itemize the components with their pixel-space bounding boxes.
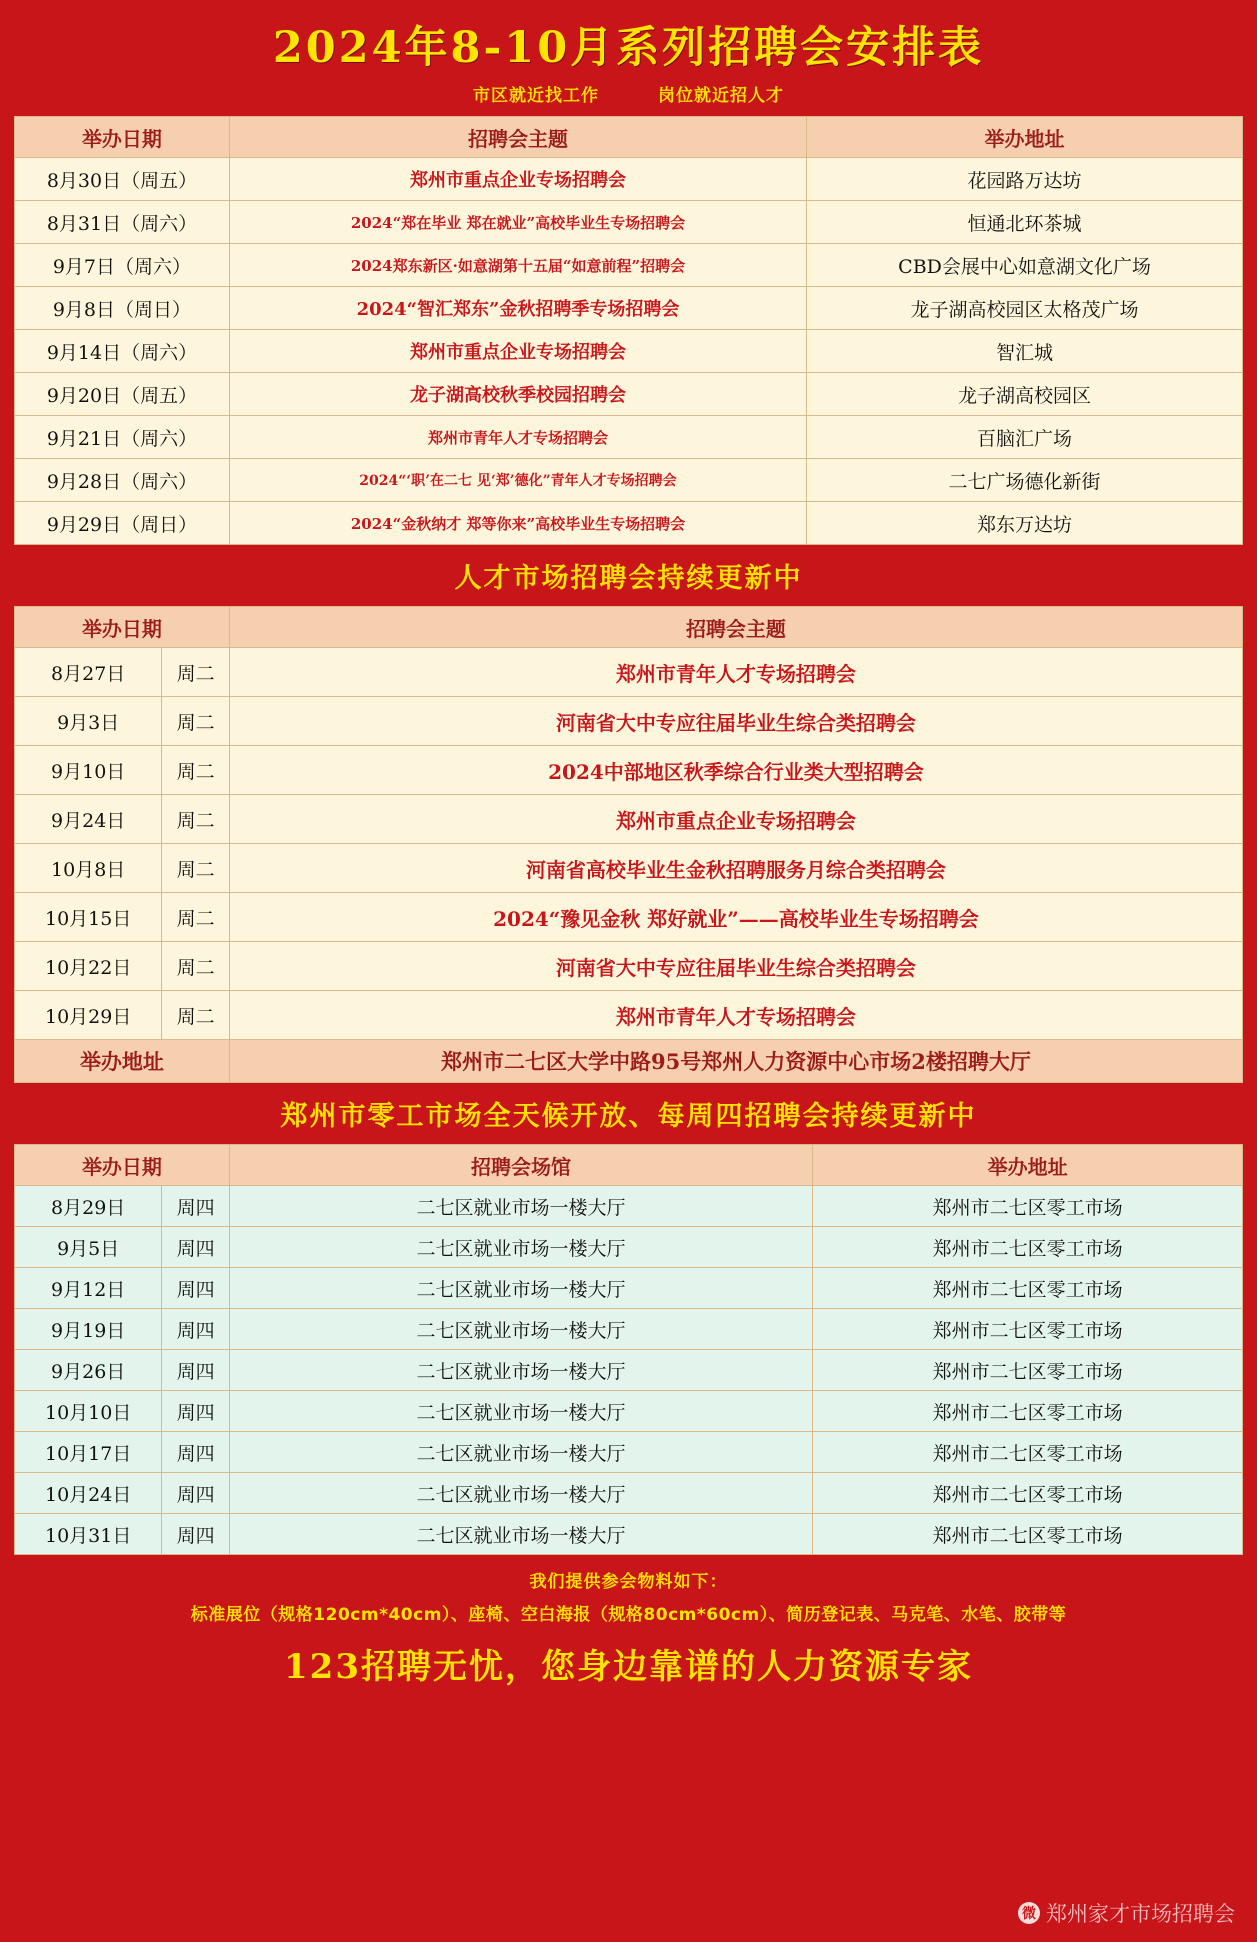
table-row [15,287,1243,330]
cell-weekday: 周二 [162,746,230,795]
cell-weekday: 周二 [162,697,230,746]
cell-theme: 2024中部地区秋季综合行业类大型招聘会 [229,746,1242,795]
col-header-date: 举办日期 [15,1145,230,1186]
cell-venue: 二七区就业市场一楼大厅 [229,1432,812,1473]
cell-weekday: 周二 [162,942,230,991]
cell-weekday: 周四 [162,1268,230,1309]
table-row [15,1391,1243,1432]
section-banner-odd-job-market: 郑州市零工市场全天候开放、每周四招聘会持续更新中 [14,1083,1243,1144]
cell-weekday: 周四 [162,1473,230,1514]
footer-materials-list: 标准展位（规格120cm*40cm）、座椅、空白海报（规格80cm*60cm）、简历登记表、马克笔、水笔、胶带等 [190,1605,1067,1625]
cell-theme: 郑州市青年人才专场招聘会 [229,648,1242,697]
table-row [15,1350,1243,1391]
cell-weekday: 周二 [162,893,230,942]
cell-address: 龙子湖高校园区太格茂广场 [807,287,1243,330]
cell-date: 9月12日 [15,1268,162,1309]
cell-venue: 二七区就业市场一楼大厅 [229,1473,812,1514]
table-row [15,746,1243,795]
cell-address: 龙子湖高校园区 [807,373,1243,416]
page-subtitle [14,79,1243,116]
table1-header-row [15,117,1243,158]
table-row [15,1186,1243,1227]
cell-address: 郑州市二七区零工市场 [813,1309,1243,1350]
cell-date: 9月21日（周六） [15,416,230,459]
cell-address: 郑州市二七区零工市场 [813,1227,1243,1268]
page-title: 2024年8-10月系列招聘会安排表 [272,23,985,73]
table-row [15,1309,1243,1350]
cell-weekday: 周二 [162,795,230,844]
cell-date: 10月17日 [15,1432,162,1473]
cell-address: 郑东万达坊 [807,502,1243,545]
cell-address: 二七广场德化新街 [807,459,1243,502]
cell-weekday: 周四 [162,1432,230,1473]
cell-date: 8月27日 [15,648,162,697]
cell-address: CBD会展中心如意湖文化广场 [807,244,1243,287]
table-row [15,1432,1243,1473]
cell-date: 9月14日（周六） [15,330,230,373]
cell-date: 9月5日 [15,1227,162,1268]
table2-address-row [15,1040,1243,1083]
cell-date: 8月30日（周五） [15,158,230,201]
cell-date: 9月10日 [15,746,162,795]
footer [14,1555,1243,1702]
cell-theme: 郑州市重点企业专场招聘会 [229,330,806,373]
cell-weekday: 周四 [162,1309,230,1350]
cell-venue: 二七区就业市场一楼大厅 [229,1350,812,1391]
cell-weekday: 周四 [162,1186,230,1227]
table-row [15,459,1243,502]
cell-weekday: 周四 [162,1350,230,1391]
table-row [15,844,1243,893]
cell-theme: 2024“‘职’在二七 见‘郑’德化”青年人才专场招聘会 [229,459,806,502]
cell-address: 花园路万达坊 [807,158,1243,201]
watermark-text: 郑州家才市场招聘会 [1046,1902,1235,1926]
table2-header-row [15,607,1243,648]
col-header-date: 举办日期 [15,607,230,648]
footer-materials-label: 我们提供参会物料如下： [529,1572,728,1592]
cell-theme: 河南省大中专应往届毕业生综合类招聘会 [229,697,1242,746]
table-row [15,330,1243,373]
cell-theme: 河南省高校毕业生金秋招聘服务月综合类招聘会 [229,844,1242,893]
table-row [15,201,1243,244]
cell-weekday: 周四 [162,1227,230,1268]
cell-weekday: 周二 [162,844,230,893]
cell-address: 恒通北环茶城 [807,201,1243,244]
cell-date: 10月10日 [15,1391,162,1432]
cell-date: 8月29日 [15,1186,162,1227]
table-row [15,416,1243,459]
table-row [15,158,1243,201]
cell-address: 郑州市二七区零工市场 [813,1186,1243,1227]
schedule-table-2 [14,606,1243,1083]
cell-address: 郑州市二七区零工市场 [813,1350,1243,1391]
cell-date: 9月26日 [15,1350,162,1391]
cell-theme: 2024“郑在毕业 郑在就业”高校毕业生专场招聘会 [229,201,806,244]
cell-theme: 河南省大中专应往届毕业生综合类招聘会 [229,942,1242,991]
cell-theme: 郑州市重点企业专场招聘会 [229,158,806,201]
cell-address: 郑州市二七区零工市场 [813,1391,1243,1432]
cell-address: 郑州市二七区零工市场 [813,1432,1243,1473]
table-row [15,942,1243,991]
cell-date: 9月8日（周日） [15,287,230,330]
cell-venue: 二七区就业市场一楼大厅 [229,1268,812,1309]
col-header-date: 举办日期 [15,117,230,158]
cell-theme: 郑州市青年人才专场招聘会 [229,416,806,459]
cell-date: 9月7日（周六） [15,244,230,287]
cell-theme: 2024“智汇郑东”金秋招聘季专场招聘会 [229,287,806,330]
cell-date: 9月28日（周六） [15,459,230,502]
cell-theme: 2024“豫见金秋 郑好就业”——高校毕业生专场招聘会 [229,893,1242,942]
address-value: 郑州市二七区大学中路95号郑州人力资源中心市场2楼招聘大厅 [229,1040,1242,1083]
table-row [15,373,1243,416]
address-label: 举办地址 [15,1040,230,1083]
cell-date: 10月15日 [15,893,162,942]
section-banner-talent-market: 人才市场招聘会持续更新中 [14,545,1243,606]
cell-date: 9月24日 [15,795,162,844]
cell-date: 10月24日 [15,1473,162,1514]
cell-date: 10月29日 [15,991,162,1040]
col-header-theme: 招聘会主题 [229,607,1242,648]
cell-venue: 二七区就业市场一楼大厅 [229,1227,812,1268]
cell-venue: 二七区就业市场一楼大厅 [229,1514,812,1555]
cell-address: 智汇城 [807,330,1243,373]
cell-weekday: 周四 [162,1514,230,1555]
col-header-address: 举办地址 [813,1145,1243,1186]
cell-date: 10月8日 [15,844,162,893]
cell-date: 9月20日（周五） [15,373,230,416]
cell-address: 百脑汇广场 [807,416,1243,459]
cell-venue: 二七区就业市场一楼大厅 [229,1309,812,1350]
table-row [15,244,1243,287]
table-row [15,697,1243,746]
table-row [15,795,1243,844]
schedule-table-3 [14,1144,1243,1555]
table-row [15,1227,1243,1268]
subtitle-left: 市区就近找工作 [473,86,600,106]
table-row [15,1268,1243,1309]
col-header-venue: 招聘会场馆 [229,1145,812,1186]
cell-date: 10月31日 [15,1514,162,1555]
cell-theme: 2024“金秋纳才 郑等你来”高校毕业生专场招聘会 [229,502,806,545]
table-row [15,1514,1243,1555]
cell-weekday: 周二 [162,991,230,1040]
col-header-theme: 招聘会主题 [229,117,806,158]
table3-header-row [15,1145,1243,1186]
cell-date: 9月29日（周日） [15,502,230,545]
cell-theme: 郑州市重点企业专场招聘会 [229,795,1242,844]
cell-date: 9月3日 [15,697,162,746]
footer-slogan: 123招聘无忧，您身边靠谱的人力资源专家 [284,1647,973,1687]
col-header-address: 举办地址 [807,117,1243,158]
table-row [15,991,1243,1040]
cell-weekday: 周二 [162,648,230,697]
cell-address: 郑州市二七区零工市场 [813,1268,1243,1309]
cell-date: 9月19日 [15,1309,162,1350]
table-row [15,502,1243,545]
cell-date: 8月31日（周六） [15,201,230,244]
table-row [15,1473,1243,1514]
cell-venue: 二七区就业市场一楼大厅 [229,1186,812,1227]
cell-weekday: 周四 [162,1391,230,1432]
weibo-icon: 微 [1018,1902,1040,1924]
cell-address: 郑州市二七区零工市场 [813,1473,1243,1514]
cell-theme: 2024郑东新区·如意湖第十五届“如意前程”招聘会 [229,244,806,287]
cell-address: 郑州市二七区零工市场 [813,1514,1243,1555]
cell-theme: 郑州市青年人才专场招聘会 [229,991,1242,1040]
subtitle-right: 岗位就近招人才 [657,86,784,106]
watermark [1018,1898,1235,1928]
cell-venue: 二七区就业市场一楼大厅 [229,1391,812,1432]
cell-date: 10月22日 [15,942,162,991]
table-row [15,893,1243,942]
schedule-table-1 [14,116,1243,545]
table-row [15,648,1243,697]
cell-theme: 龙子湖高校秋季校园招聘会 [229,373,806,416]
